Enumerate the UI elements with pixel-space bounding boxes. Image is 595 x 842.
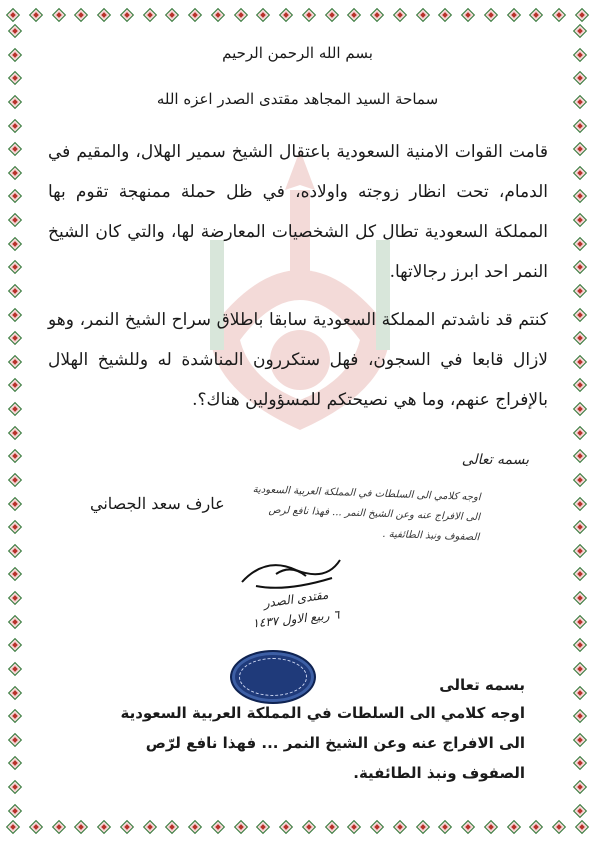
border-ornament xyxy=(438,820,452,834)
border-ornament xyxy=(302,820,316,834)
border-ornament xyxy=(416,820,430,834)
border-ornament xyxy=(573,520,587,534)
border-ornament xyxy=(573,591,587,605)
border-ornament xyxy=(573,709,587,723)
border-ornament xyxy=(573,756,587,770)
border-ornament xyxy=(416,8,430,22)
border-ornament xyxy=(8,213,22,227)
border-ornament xyxy=(8,756,22,770)
border-ornament xyxy=(552,8,566,22)
border-ornament xyxy=(573,615,587,629)
border-ornament xyxy=(143,820,157,834)
border-ornament xyxy=(575,8,589,22)
border-ornament xyxy=(188,8,202,22)
decorative-border-right xyxy=(571,24,589,818)
border-ornament xyxy=(8,520,22,534)
border-ornament xyxy=(143,8,157,22)
handwritten-note: اوجه كلامي الى السلطات في المملكة العربية السعودية الى الافراج عنه وعن الشيخ النمر ... فهذا نافع لرص الصفوف ونبذ الطائفية . xyxy=(252,484,481,544)
border-ornament xyxy=(573,119,587,133)
border-ornament xyxy=(573,331,587,345)
border-ornament xyxy=(347,8,361,22)
border-ornament xyxy=(8,119,22,133)
border-ornament xyxy=(8,331,22,345)
border-ornament xyxy=(393,8,407,22)
border-ornament xyxy=(507,820,521,834)
border-ornament xyxy=(507,8,521,22)
border-ornament xyxy=(573,260,587,274)
border-ornament xyxy=(573,544,587,558)
border-ornament xyxy=(552,820,566,834)
border-ornament xyxy=(325,820,339,834)
border-ornament xyxy=(8,95,22,109)
border-ornament xyxy=(8,733,22,747)
paragraph-1: قامت القوات الامنية السعودية باعتقال الشيخ سمير الهلال، والمقيم في الدمام، تحت انظار زوجته واولاده، في ظل حملة ممنهجة تقوم بها المملكة السعودية تطال كل الشخصيات المعارضة لها، والتي كان الشيخ النمر احد ابرز رجالاتها. xyxy=(48,142,548,282)
border-ornament xyxy=(573,308,587,322)
border-ornament xyxy=(8,615,22,629)
border-ornament xyxy=(461,820,475,834)
border-ornament xyxy=(573,237,587,251)
border-ornament xyxy=(573,48,587,62)
border-ornament xyxy=(8,355,22,369)
border-ornament xyxy=(74,820,88,834)
border-ornament xyxy=(8,497,22,511)
border-ornament xyxy=(573,638,587,652)
border-ornament xyxy=(211,8,225,22)
border-ornament xyxy=(573,142,587,156)
border-ornament xyxy=(573,449,587,463)
border-ornament xyxy=(573,95,587,109)
typed-reply-body xyxy=(80,698,525,788)
border-ornament xyxy=(8,402,22,416)
border-ornament xyxy=(188,820,202,834)
border-ornament xyxy=(8,780,22,794)
typed-reply-line: الى الافراج عنه وعن الشيخ النمر ... فهذا نافع لرّص xyxy=(145,734,525,752)
border-ornament xyxy=(6,820,20,834)
border-ornament xyxy=(211,820,225,834)
border-ornament xyxy=(97,820,111,834)
border-ornament xyxy=(74,8,88,22)
decorative-border-bottom xyxy=(6,818,589,836)
border-ornament xyxy=(573,284,587,298)
border-ornament xyxy=(97,8,111,22)
handwritten-sign-label: بسمه تعالى xyxy=(461,452,529,468)
border-ornament xyxy=(29,8,43,22)
border-ornament xyxy=(8,378,22,392)
decorative-border-left xyxy=(6,24,24,818)
border-ornament xyxy=(302,8,316,22)
border-ornament xyxy=(573,780,587,794)
border-ornament xyxy=(573,166,587,180)
border-ornament xyxy=(573,567,587,581)
border-ornament xyxy=(29,820,43,834)
border-ornament xyxy=(8,48,22,62)
border-ornament xyxy=(8,449,22,463)
border-ornament xyxy=(347,820,361,834)
decorative-border-top xyxy=(6,6,589,24)
border-ornament xyxy=(573,378,587,392)
border-ornament xyxy=(8,709,22,723)
border-ornament xyxy=(573,71,587,85)
border-ornament xyxy=(8,237,22,251)
border-ornament xyxy=(8,189,22,203)
border-ornament xyxy=(484,820,498,834)
border-ornament xyxy=(393,820,407,834)
border-ornament xyxy=(573,804,587,818)
border-ornament xyxy=(120,820,134,834)
border-ornament xyxy=(438,8,452,22)
paragraph-2: كنتم قد ناشدتم المملكة السعودية سابقا باطلاق سراح الشيخ النمر، وهو لازال قابعا في السجون، فهل ستكررون المناشدة له وللشيخ الهلال بالإفراج عنهم، وما هي نصيحتكم للمسؤولين هناك؟. xyxy=(48,310,548,410)
typed-reply-line: الصفوف ونبذ الطائفية. xyxy=(353,764,525,782)
border-ornament xyxy=(256,820,270,834)
border-ornament xyxy=(8,166,22,180)
border-ornament xyxy=(234,8,248,22)
border-ornament xyxy=(8,24,22,38)
border-ornament xyxy=(8,260,22,274)
border-ornament xyxy=(234,820,248,834)
border-ornament xyxy=(8,591,22,605)
border-ornament xyxy=(279,8,293,22)
handwritten-date: ٦ ربيع الاول ١٤٣٧ xyxy=(251,607,341,631)
border-ornament xyxy=(575,820,589,834)
border-ornament xyxy=(165,8,179,22)
border-ornament xyxy=(573,213,587,227)
border-ornament xyxy=(8,426,22,440)
border-ornament xyxy=(8,638,22,652)
border-ornament xyxy=(52,8,66,22)
border-ornament xyxy=(573,24,587,38)
border-ornament xyxy=(8,544,22,558)
border-ornament xyxy=(370,8,384,22)
border-ornament xyxy=(279,820,293,834)
border-ornament xyxy=(529,8,543,22)
typed-reply-line: اوجه كلامي الى السلطات في المملكة العربية السعودية xyxy=(120,704,525,722)
border-ornament xyxy=(8,567,22,581)
border-ornament xyxy=(573,402,587,416)
border-ornament xyxy=(8,308,22,322)
border-ornament xyxy=(573,189,587,203)
border-ornament xyxy=(120,8,134,22)
sender-name: عارف سعد الجصاني xyxy=(90,494,225,513)
border-ornament xyxy=(325,8,339,22)
border-ornament xyxy=(573,473,587,487)
border-ornament xyxy=(461,8,475,22)
border-ornament xyxy=(8,473,22,487)
border-ornament xyxy=(8,71,22,85)
typed-reply-title: بسمه تعالى xyxy=(439,676,525,694)
border-ornament xyxy=(8,662,22,676)
border-ornament xyxy=(165,820,179,834)
border-ornament xyxy=(6,8,20,22)
border-ornament xyxy=(573,686,587,700)
border-ornament xyxy=(370,820,384,834)
border-ornament xyxy=(8,686,22,700)
addressee-line: سماحة السيد المجاهد مقتدى الصدر اعزه الله xyxy=(156,90,439,108)
handwritten-title: مقتدى الصدر xyxy=(262,587,330,611)
border-ornament xyxy=(573,426,587,440)
border-ornament xyxy=(8,804,22,818)
border-ornament xyxy=(8,284,22,298)
border-ornament xyxy=(484,8,498,22)
border-ornament xyxy=(8,142,22,156)
border-ornament xyxy=(573,497,587,511)
border-ornament xyxy=(573,662,587,676)
basmala: بسم الله الرحمن الرحيم xyxy=(222,44,373,62)
border-ornament xyxy=(256,8,270,22)
border-ornament xyxy=(52,820,66,834)
border-ornament xyxy=(529,820,543,834)
border-ornament xyxy=(573,733,587,747)
border-ornament xyxy=(573,355,587,369)
